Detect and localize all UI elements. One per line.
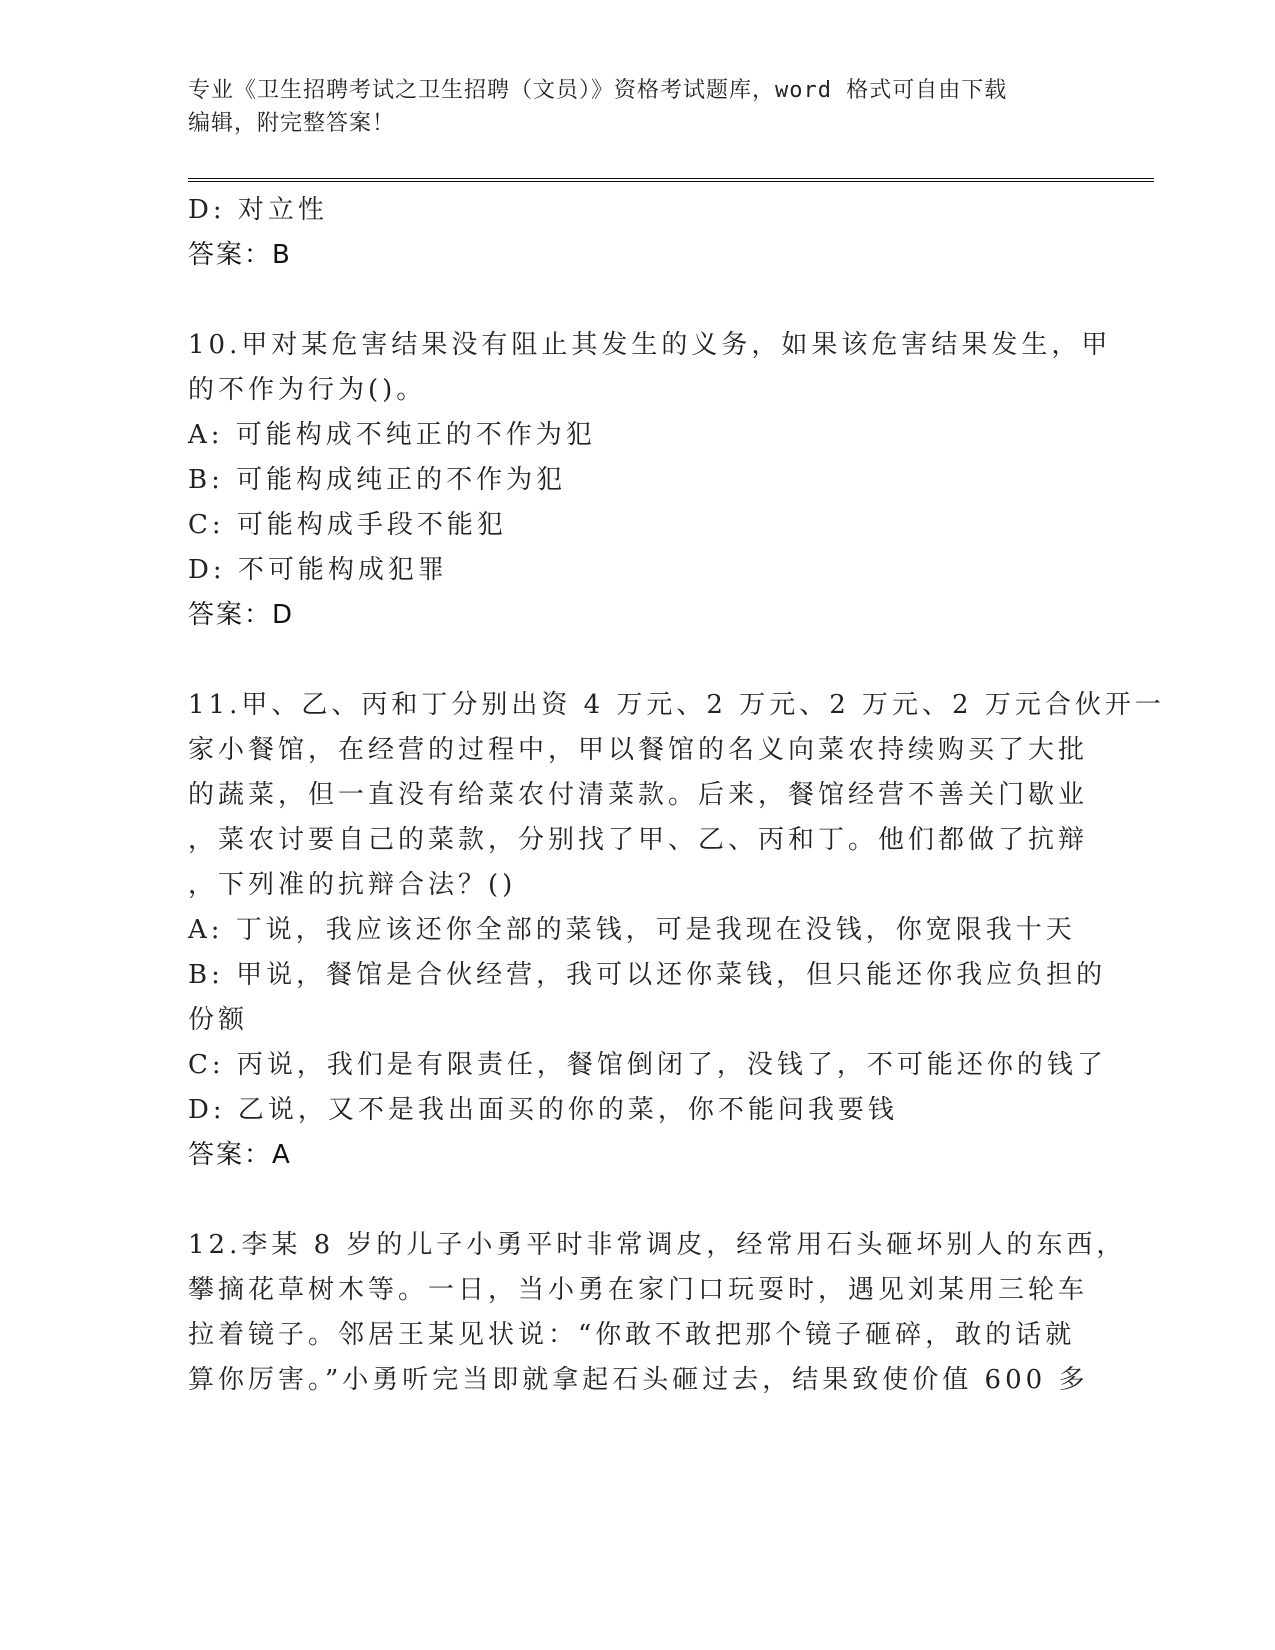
q10-option-c: C: 可能构成手段不能犯 xyxy=(188,510,507,540)
q10-stem-line-1: 10.甲对某危害结果没有阻止其发生的义务，如果该危害结果发生，甲 xyxy=(188,330,1112,360)
question-spacer xyxy=(188,1178,1088,1223)
question-spacer xyxy=(188,278,1088,323)
q11-option-d: D: 乙说，又不是我出面买的你的菜，你不能问我要钱 xyxy=(188,1095,898,1125)
header-line-1: 专业《卫生招聘考试之卫生招聘（文员）》资格考试题库，word 格式可自由下载 xyxy=(188,78,1008,103)
q12-stem-line-4: 算你厉害。”小勇听完当即就拿起石头砸过去，结果致使价值 600 多 xyxy=(188,1365,1089,1395)
q11-stem-line-2: 家小餐馆，在经营的过程中，甲以餐馆的名义向菜农持续购买了大批 xyxy=(188,735,1089,765)
question-spacer xyxy=(188,638,1088,683)
q11-stem-line-3: 的蔬菜，但一直没有给菜农付清菜款。后来，餐馆经营不善关门歇业 xyxy=(188,780,1089,810)
question-content xyxy=(188,188,1165,1403)
q11-stem-line-1: 11.甲、乙、丙和丁分别出资 4 万元、2 万元、2 万元、2 万元合伙开一 xyxy=(188,690,1165,720)
q12-stem-line-3: 拉着镜子。邻居王某见状说：“你敢不敢把那个镜子砸碎，敢的话就 xyxy=(188,1320,1076,1350)
header-line-2: 编辑，附完整答案！ xyxy=(188,111,396,136)
q11-stem-line-4: ，菜农讨要自己的菜款，分别找了甲、乙、丙和丁。他们都做了抗辩 xyxy=(188,825,1089,855)
q11-stem-line-5: ，下列准的抗辩合法？() xyxy=(188,870,517,900)
q9-answer: 答案：B xyxy=(188,240,292,270)
q10-option-d: D: 不可能构成犯罪 xyxy=(188,555,448,585)
q11-option-a: A: 丁说，我应该还你全部的菜钱，可是我现在没钱，你宽限我十天 xyxy=(188,915,1076,945)
q10-stem-line-2: 的不作为行为()。 xyxy=(188,375,427,405)
q11-answer: 答案：A xyxy=(188,1140,292,1170)
q10-option-a: A: 可能构成不纯正的不作为犯 xyxy=(188,420,596,450)
q9-option-d: D: 对立性 xyxy=(188,195,328,225)
page-header xyxy=(188,74,1088,140)
header-divider xyxy=(188,178,1154,182)
q10-answer: 答案：D xyxy=(188,600,295,630)
q11-option-b-line-2: 份额 xyxy=(188,1005,249,1035)
q11-option-c: C: 丙说，我们是有限责任，餐馆倒闭了，没钱了，不可能还你的钱了 xyxy=(188,1050,1107,1080)
q12-stem-line-1: 12.李某 8 岁的儿子小勇平时非常调皮，经常用石头砸坏别人的东西， xyxy=(188,1230,1127,1260)
q11-option-b-line-1: B: 甲说，餐馆是合伙经营，我可以还你菜钱，但只能还你我应负担的 xyxy=(188,960,1107,990)
q10-option-b: B: 可能构成纯正的不作为犯 xyxy=(188,465,567,495)
q12-stem-line-2: 攀摘花草树木等。一日，当小勇在家门口玩耍时，遇见刘某用三轮车 xyxy=(188,1275,1089,1305)
